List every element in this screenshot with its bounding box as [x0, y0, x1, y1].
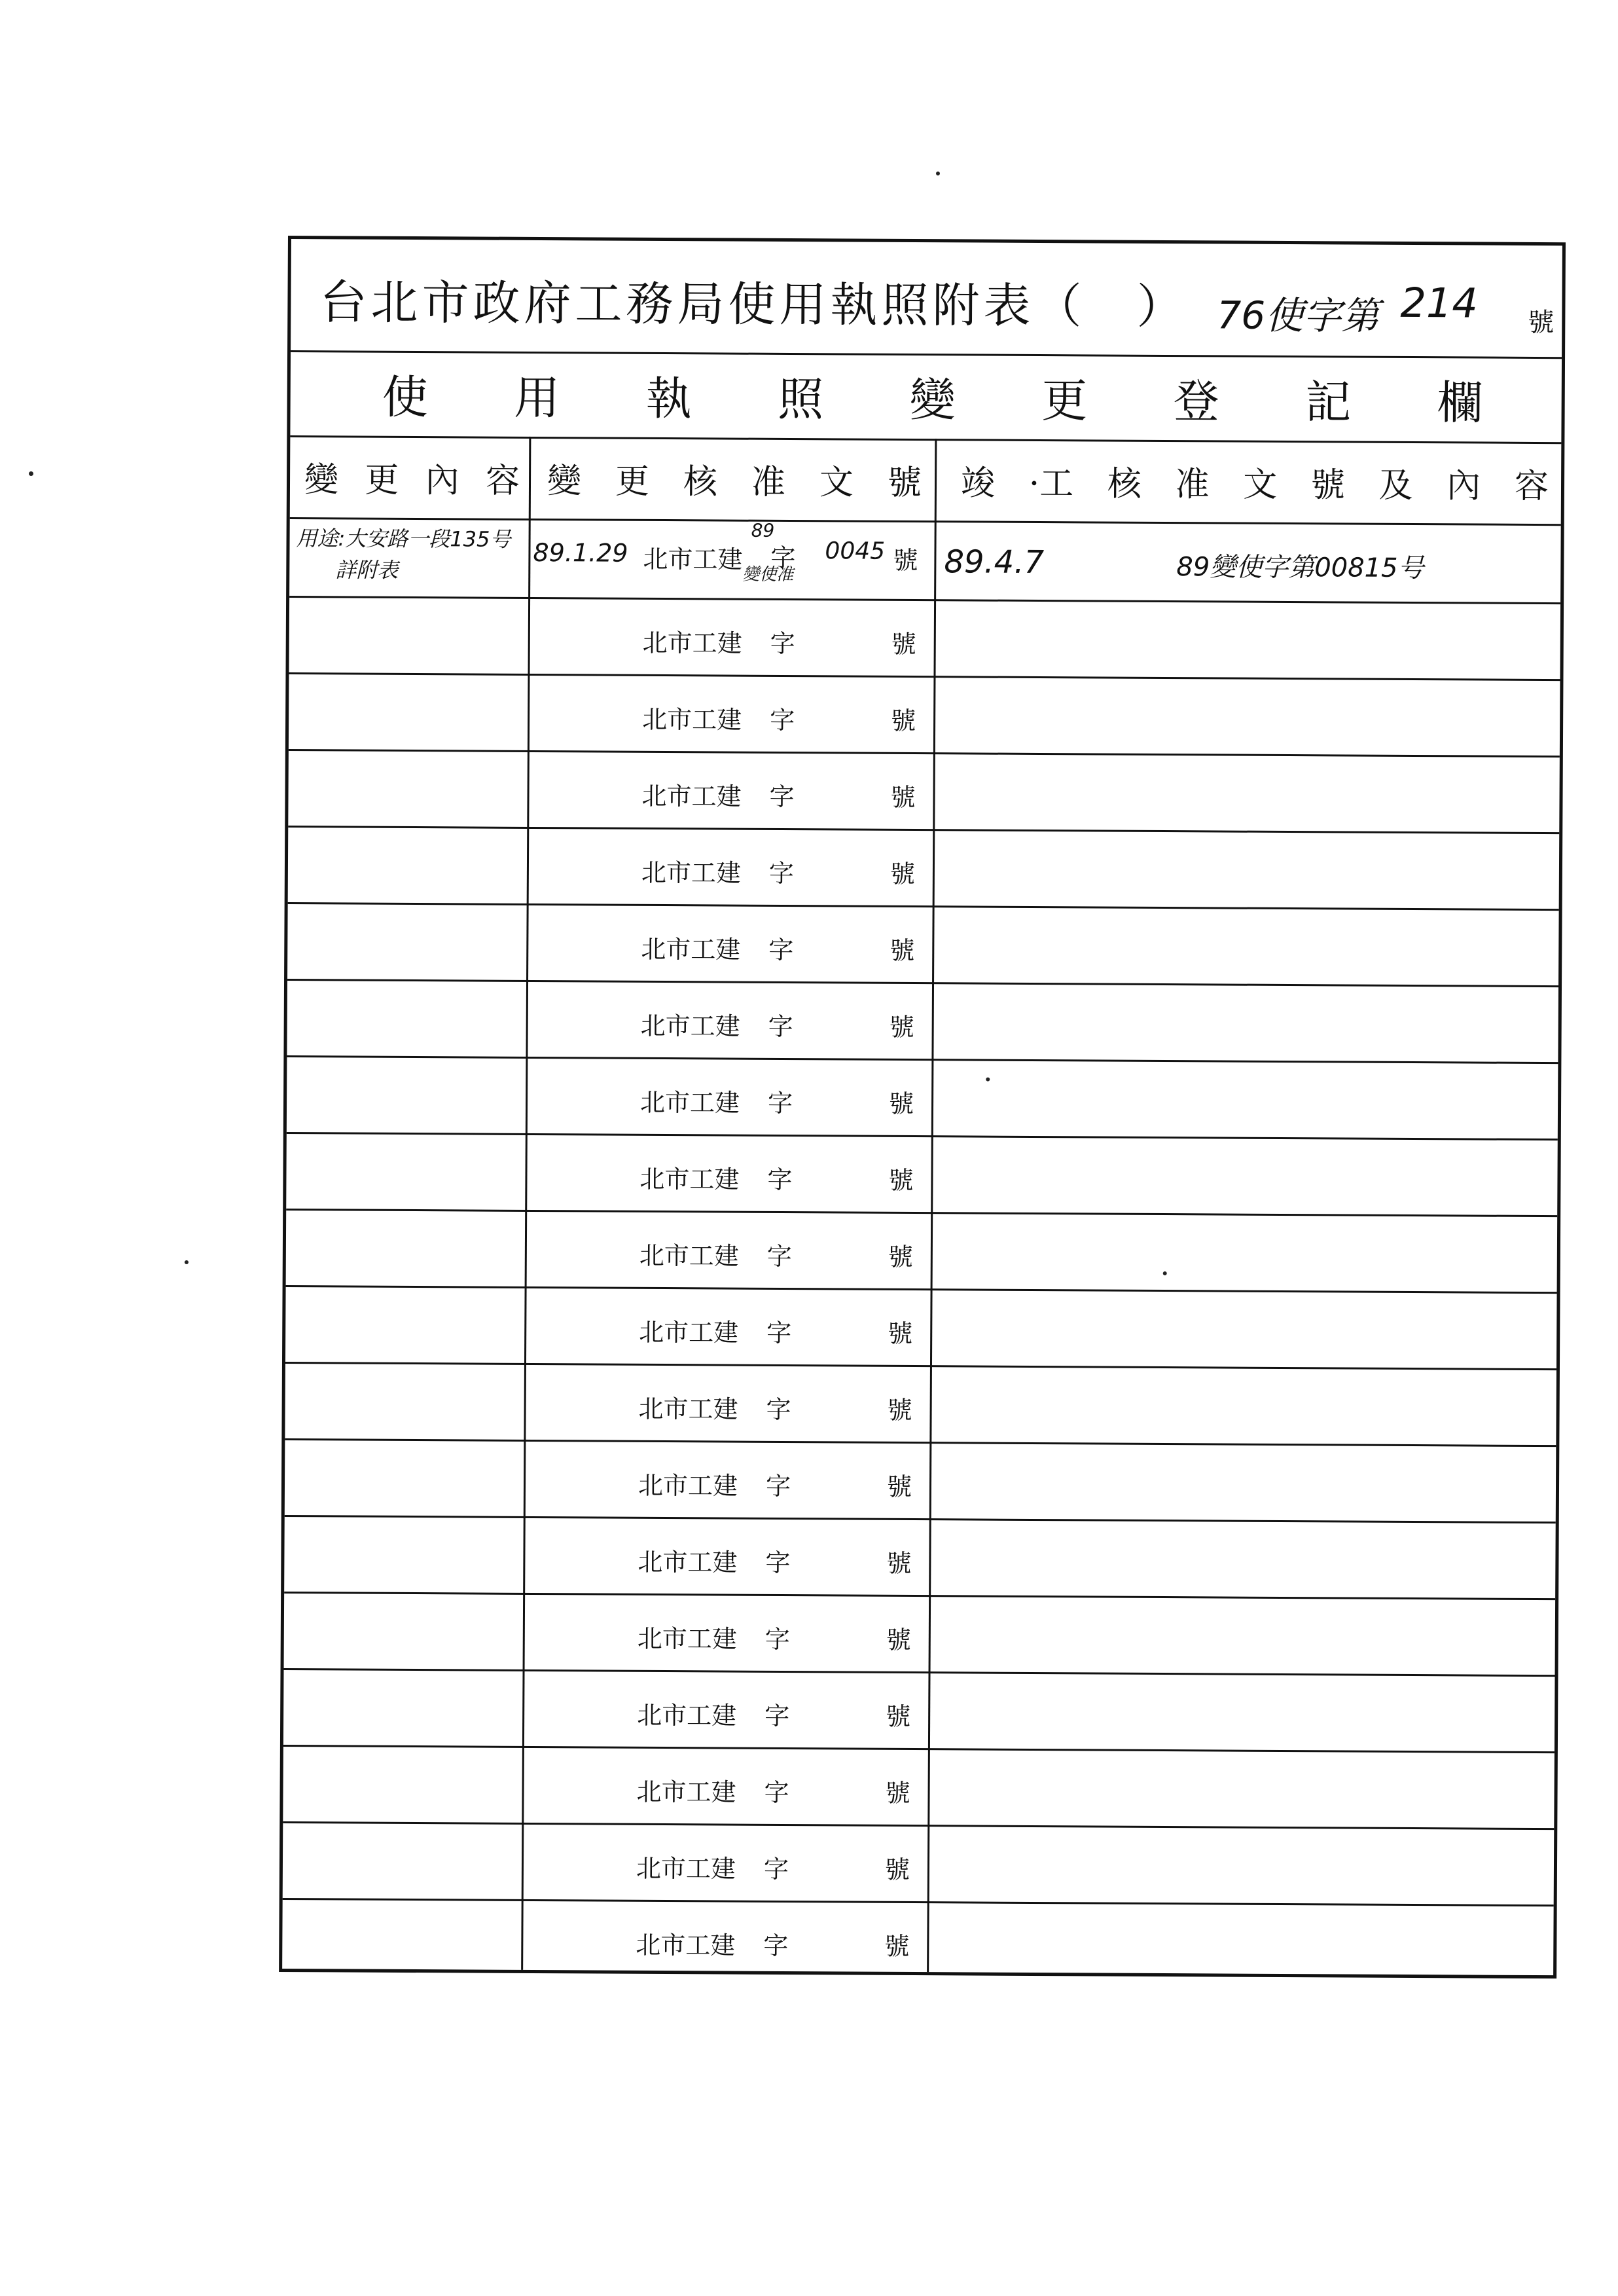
- scan-speck: [1163, 1271, 1167, 1275]
- table-row: [286, 1132, 1558, 1215]
- row-office-label: 北市工建: [641, 858, 742, 888]
- banner-char: 更: [1041, 373, 1088, 428]
- row-suffix-label: 號: [886, 1625, 911, 1655]
- column-header-approval-number: [542, 437, 929, 520]
- column-header-char: 變: [547, 462, 582, 501]
- row-suffix-label: 號: [891, 629, 916, 659]
- completion-number: 89變使字第00815号: [1176, 552, 1424, 584]
- table-row: [284, 1515, 1556, 1598]
- change-register-banner: [290, 350, 1562, 442]
- table-row: [288, 749, 1560, 832]
- column-header-completion-approval: [948, 439, 1557, 524]
- table-row: [289, 596, 1561, 679]
- scan-speck: [936, 172, 940, 175]
- table-row: [285, 1285, 1557, 1368]
- table-row: [285, 1362, 1556, 1445]
- approval-type: 字: [770, 543, 796, 573]
- row-suffix-label: 號: [884, 1931, 910, 1961]
- completion-date: 89.4.7: [944, 543, 1045, 581]
- row-type-label: 字: [765, 1548, 791, 1578]
- banner-char: 變: [909, 373, 956, 427]
- column-header-char: 文: [819, 463, 854, 503]
- permit-suffix: 號: [1528, 307, 1555, 338]
- column-header-char: 容: [1514, 466, 1549, 507]
- scan-speck: [185, 1260, 189, 1264]
- column-header-char: 准: [751, 462, 786, 502]
- row-suffix-label: 號: [888, 1319, 913, 1349]
- banner-char: 照: [777, 372, 824, 426]
- column-header-char: 號: [887, 463, 922, 503]
- row-office-label: 北市工建: [641, 781, 742, 811]
- row-type-label: 字: [767, 1088, 793, 1118]
- row-office-label: 北市工建: [636, 1930, 736, 1960]
- row-type-label: 字: [763, 1854, 789, 1884]
- table-row: [287, 979, 1558, 1062]
- table-row: [283, 1821, 1555, 1904]
- table-row: [283, 1668, 1555, 1751]
- change-content-line2: 詳附表: [335, 557, 399, 583]
- column-header-char: 容: [485, 461, 520, 501]
- banner-char: 執: [645, 371, 692, 426]
- row-type-label: 字: [764, 1701, 790, 1731]
- column-header-char: 核: [683, 462, 718, 502]
- row-suffix-label: 號: [886, 1548, 912, 1578]
- row-office-label: 北市工建: [636, 1853, 736, 1884]
- row-suffix-label: 號: [888, 1165, 914, 1195]
- scan-speck: [986, 1078, 990, 1082]
- table-row: [287, 902, 1559, 985]
- row-office-label: 北市工建: [637, 1624, 737, 1654]
- approval-suffix: 號: [893, 545, 918, 575]
- row-suffix-label: 號: [888, 1089, 914, 1119]
- form-title: 台北市政府工務局使用執照附表（ ）: [319, 274, 1188, 335]
- row-suffix-label: 號: [888, 1242, 913, 1272]
- row-type-label: 字: [766, 1241, 792, 1271]
- row-office-label: 北市工建: [639, 1317, 739, 1347]
- table-row: [286, 1209, 1558, 1292]
- approval-office: 北市工建: [643, 544, 743, 574]
- row-type-label: 字: [765, 1471, 791, 1501]
- column-header-char: 變: [304, 460, 339, 500]
- row-office-label: 北市工建: [636, 1777, 736, 1807]
- table-row: [287, 1055, 1558, 1139]
- row-office-label: 北市工建: [639, 1241, 739, 1271]
- row-suffix-label: 號: [890, 936, 915, 966]
- column-header-char: 內: [425, 461, 459, 501]
- table-row: [283, 1745, 1555, 1828]
- permit-number: 214: [1400, 278, 1479, 327]
- column-header-char: 竣: [960, 464, 996, 503]
- row-office-label: 北市工建: [638, 1470, 738, 1501]
- row-suffix-label: 號: [885, 1778, 910, 1808]
- row-type-label: 字: [766, 1394, 791, 1425]
- table-row: [284, 1592, 1556, 1675]
- column-header-char: 內: [1447, 466, 1481, 506]
- row-suffix-label: 號: [889, 1012, 914, 1042]
- column-header-char: 及: [1378, 465, 1413, 506]
- table-row: [289, 672, 1560, 756]
- row-suffix-label: 號: [891, 706, 916, 736]
- row-office-label: 北市工建: [638, 1394, 738, 1424]
- column-header-char: 號: [1310, 465, 1346, 505]
- column-header-char: 准: [1175, 465, 1210, 505]
- row-suffix-label: 號: [886, 1472, 912, 1502]
- approval-no: 0045: [825, 538, 886, 565]
- banner-char: 用: [513, 371, 560, 425]
- row-office-label: 北市工建: [642, 704, 742, 735]
- row-type-label: 字: [768, 1011, 793, 1042]
- column-header-char: 更: [615, 462, 650, 501]
- column-header-char: 核: [1107, 464, 1142, 504]
- row-type-label: 字: [764, 1624, 790, 1654]
- banner-char: 欄: [1437, 375, 1483, 430]
- row-suffix-label: 號: [884, 1855, 910, 1885]
- permit-attachment-form: [279, 236, 1566, 1978]
- row-type-label: 字: [766, 1318, 792, 1348]
- row-type-label: 字: [770, 629, 795, 659]
- row-suffix-label: 號: [887, 1395, 912, 1425]
- row-office-label: 北市工建: [642, 628, 742, 658]
- banner-char: 記: [1304, 374, 1352, 429]
- row-type-label: 字: [763, 1931, 789, 1961]
- change-content-line1: 用途:大安路一段135号: [296, 526, 511, 552]
- row-suffix-label: 號: [890, 782, 916, 812]
- scan-speck: [29, 471, 33, 476]
- approval-date: 89.1.29: [533, 538, 628, 568]
- banner-char: 登: [1173, 374, 1219, 428]
- row-type-label: 字: [767, 1165, 793, 1195]
- approval-note: 變使准: [742, 564, 794, 585]
- row-suffix-label: 號: [890, 859, 916, 889]
- row-type-label: 字: [764, 1777, 789, 1808]
- table-row: [282, 1898, 1554, 1981]
- banner-char: 使: [382, 370, 428, 424]
- row-suffix-label: 號: [886, 1702, 911, 1732]
- column-header-change-content: [299, 435, 526, 519]
- row-type-label: 字: [768, 935, 794, 965]
- row-office-label: 北市工建: [640, 1011, 740, 1041]
- row-office-label: 北市工建: [638, 1547, 738, 1577]
- row-office-label: 北市工建: [641, 934, 741, 964]
- row-office-label: 北市工建: [639, 1164, 740, 1194]
- table-row: [285, 1438, 1556, 1522]
- column-header-char: 文: [1243, 465, 1278, 505]
- row-type-label: 字: [770, 705, 795, 735]
- permit-prefix: 76使字第: [1217, 293, 1380, 338]
- approval-year: 89: [751, 519, 775, 541]
- row-office-label: 北市工建: [639, 1087, 740, 1118]
- row-type-label: 字: [768, 858, 795, 888]
- table-row: [288, 826, 1560, 909]
- row-type-label: 字: [769, 782, 795, 812]
- row-office-label: 北市工建: [637, 1700, 737, 1730]
- column-header-char: 更: [365, 460, 399, 500]
- column-header-char: ·工: [1028, 464, 1074, 504]
